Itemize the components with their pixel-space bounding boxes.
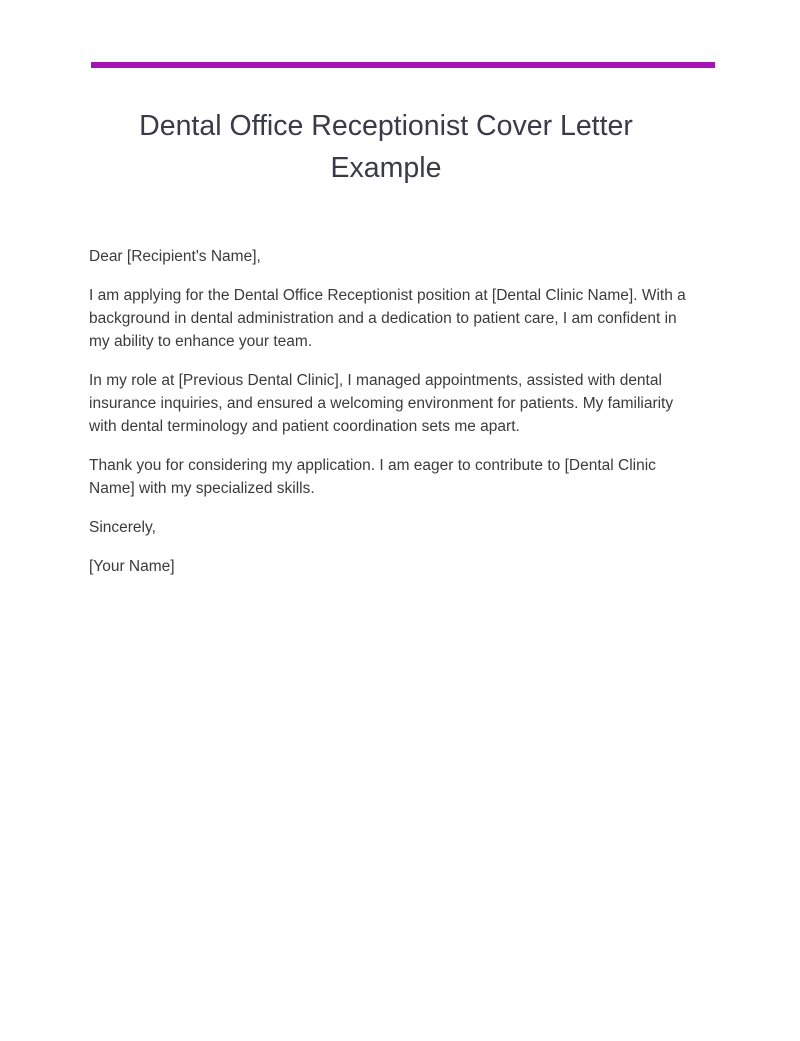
body-paragraph-3: Thank you for considering my application. I am eager to contribute to [Dental Clinic Name] with my specialized skills. bbox=[89, 457, 656, 497]
document-title: Dental Office Receptionist Cover Letter Example bbox=[139, 110, 633, 184]
closing: Sincerely, bbox=[89, 519, 156, 536]
signature: [Your Name] bbox=[89, 558, 175, 575]
header-accent-bar bbox=[91, 62, 715, 68]
salutation: Dear [Recipient's Name], bbox=[89, 248, 261, 265]
body-paragraph-1: I am applying for the Dental Office Receptionist position at [Dental Clinic Name]. With a background in dental administration and a dedication to patient care, I am confident in my ability to enhance your team. bbox=[89, 287, 686, 350]
letter-body bbox=[89, 245, 701, 594]
body-paragraph-2: In my role at [Previous Dental Clinic], I managed appointments, assisted with dental insurance inquiries, and ensured a welcoming environment for patients. My familiarity with dental terminology and patient coordination sets me apart. bbox=[89, 372, 674, 435]
